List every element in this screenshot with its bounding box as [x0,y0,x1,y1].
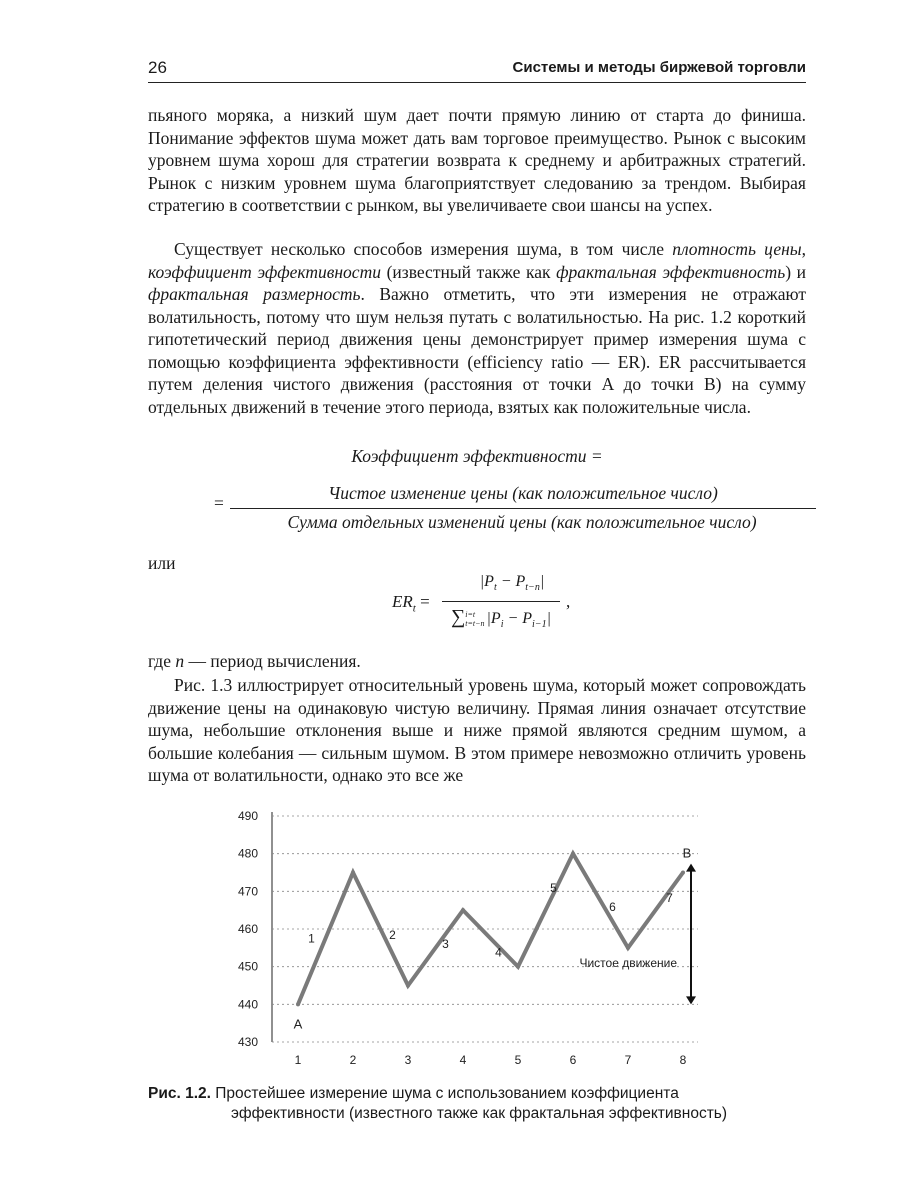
p2-text-2: , [801,239,806,259]
p2-text-3: (известный также как [380,261,557,282]
er-den-bar: | [546,610,551,627]
segment-label-4: 4 [495,945,502,960]
p2-text-5: . Важно отметить, что эти измерения не отражают волатильность, потому что шум нельзя путать с волатильностью. На рис. 1.2 короткий гипотетический период движения цены демонстрирует пример измерения шума с помощью коэффициента эффективности (efficiency ratio — ER). ER рассчитывается путем деления чистого движения (расстояния от точки A до точки B) на сумму отдельных движений в течение этого периода, взятых как положительные числа. [148,284,806,417]
data-point-3 [406,984,410,988]
y-tick-label-430: 430 [237,1035,258,1049]
y-tick-label-470: 470 [237,884,258,899]
arrow-head-bottom [686,996,696,1004]
p2-term-fractal-efficiency: фрактальная эффективность [556,261,786,282]
figure-caption [148,1084,788,1124]
y-tick-label-480: 480 [237,846,258,861]
segment-label-1: 1 [308,931,315,946]
y-tick-label-490: 490 [237,809,258,823]
er-num-minus: − P [496,573,526,590]
chart-svg [218,802,718,1082]
er-comma: , [566,592,571,611]
x-tick-label-1: 1 [294,1053,302,1067]
er-num-bar: | [539,573,545,590]
y-tick-label-450: 450 [237,959,258,974]
data-point-1 [296,1002,300,1006]
er-formula [380,568,590,640]
p2-term-fractal-dimension: фрактальная размерность [148,284,361,304]
er-subscript: t [412,602,416,615]
efficiency-fraction [148,483,806,545]
figure-1-2-chart [218,802,718,1082]
data-point-6 [571,852,575,856]
sum-symbol: ∑ [451,606,466,628]
where-clause [148,651,361,672]
arrow-head-top [686,864,696,872]
er-den-sub-i: i [500,619,504,631]
er-den-sub-i1: i−1 [532,619,547,631]
segment-label-5: 5 [550,881,557,896]
paragraph-1-text: пьяного моряка, а низкий шум дает почти прямую линию от старта до финиша. Понимание эффектов шума может дать вам торговое преимущество. Рынок с высоким уровнем шума хорош для стратегии возврата к среднему и арбитражных стратегий. Рынок с низким уровнем шума благоприятствует следованию за трендом. Выбирая стратегию в соответствии с рынком, вы увеличиваете свои шансы на успех. [148,105,806,215]
er-num-p: |P [479,573,494,590]
x-tick-label-6: 6 [569,1053,577,1067]
segment-label-2: 2 [389,928,396,942]
data-point-5 [516,965,520,969]
x-tick-label-8: 8 [679,1053,687,1067]
er-den-p: |P [486,610,501,627]
paragraph-2-text [148,238,806,418]
paragraph-2 [148,238,806,418]
data-point-7 [626,946,630,950]
p2-term-efficiency-ratio: коэффициент эффективности [148,261,381,282]
caption-line-2: эффективности (известного также как фрактальная эффективность) [231,1105,728,1122]
fraction-numerator: Чистое изменение цены (как положительное число) [328,483,718,503]
paragraph-3-text: Рис. 1.3 иллюстрирует относительный уровень шума, который может сопровождать движение цены на одинаковую чистую величину. Прямая линия означает отсутствие шума, небольшие отклонения выше и ниже прямой являются средним шумом, а большие колебания — сильным шумом. В этом примере невозможно отличить уровень шума от волатильности, однако это все же [148,675,806,785]
er-numerator [466,573,558,593]
running-head: Системы и методы биржевой торговли [512,59,806,76]
data-point-4 [461,908,465,912]
data-point-2 [351,871,355,875]
x-tick-label-2: 2 [349,1053,357,1067]
x-tick-label-3: 3 [404,1053,412,1067]
point-label-a: A [293,1016,303,1032]
point-label-b: B [682,845,692,861]
p2-text-1: Существует несколько способов измерения шума, в том числе [174,239,673,259]
er-lhs [392,592,430,614]
er-den-minus: − P [503,610,533,627]
caption-label: Рис. 1.2. [148,1085,211,1102]
page-header [148,56,806,83]
er-num-sub-tn: t−n [525,582,540,594]
fraction-equals: = [214,493,224,513]
x-tick-label-4: 4 [459,1053,467,1067]
segment-label-7: 7 [666,891,673,906]
paragraph-1 [148,104,806,217]
er-denominator [438,606,564,630]
x-tick-label-7: 7 [624,1053,632,1067]
sum-upper-limit: i=t [465,610,476,620]
y-tick-label-460: 460 [237,922,258,936]
paragraph-3 [148,674,806,787]
or-text: или [148,553,176,573]
sum-lower-limit: t=t−n [465,619,485,629]
p2-term-price-density: плотность цены [672,239,802,259]
fraction-denominator: Сумма отдельных изменений цены (как положительное число) [287,512,757,532]
p2-text-4: ) и [785,261,807,282]
segment-label-3: 3 [442,936,449,951]
formula-label: Коэффициент эффективности = [351,446,603,466]
segment-label-6: 6 [609,899,616,914]
page-number: 26 [148,58,167,77]
net-movement-label: Чистое движение [579,955,677,970]
price-line [298,854,683,1005]
where-prefix: где [148,651,176,671]
er-symbol: ER [392,592,413,611]
where-variable: n [175,651,185,671]
where-rest: — период вычисления. [184,651,361,671]
sum-limits [465,610,484,628]
er-fraction-bar [442,601,560,602]
data-point-8 [681,871,685,875]
fraction-bar [230,508,816,509]
y-tick-label-440: 440 [237,997,258,1012]
x-tick-label-5: 5 [514,1053,522,1067]
caption-line-1: Простейшее измерение шума с использованием коэффициента [215,1085,679,1102]
er-equals: = [415,592,430,611]
er-num-sub-t: t [493,582,497,594]
